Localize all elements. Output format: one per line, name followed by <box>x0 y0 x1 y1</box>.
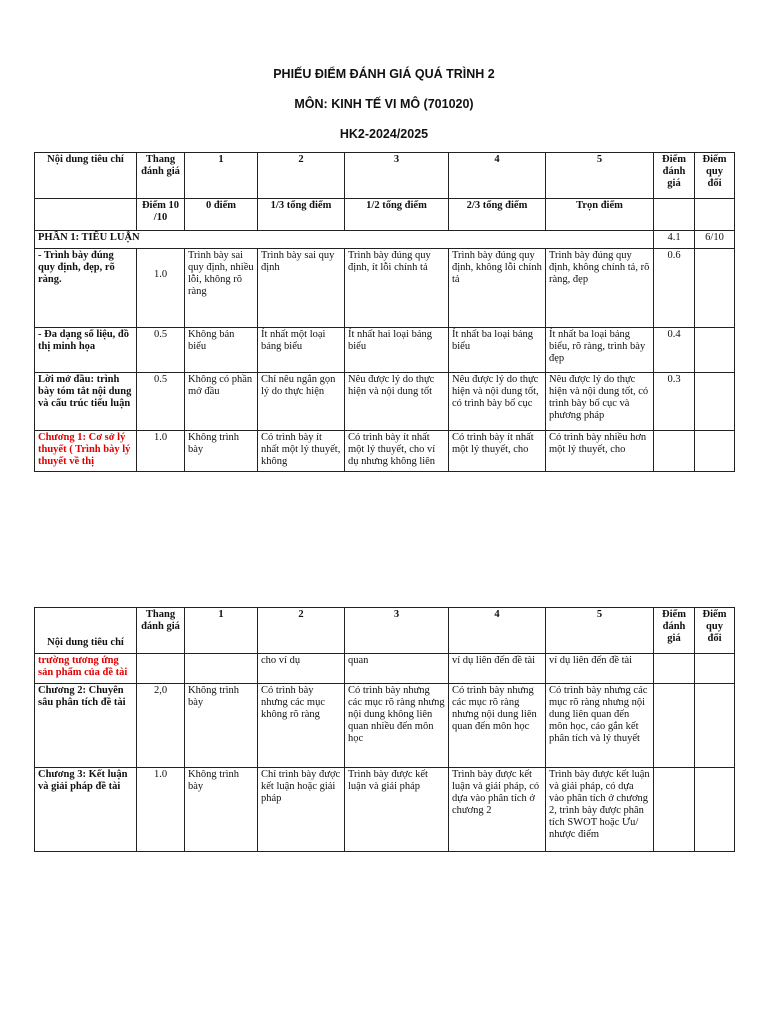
table-row <box>35 431 735 472</box>
subheader-level-1: 0 điểm <box>185 199 258 231</box>
part-converted: 6/10 <box>695 231 735 249</box>
scale-value: 1.0 <box>137 431 185 472</box>
scale-value: 2,0 <box>137 684 185 768</box>
level-4-desc: Trình bày được kết luận và giải pháp, có dựa vào phân tích ở chương 2 <box>449 768 546 852</box>
table-row <box>35 328 735 373</box>
subheader-scale: Điểm 10 /10 <box>137 199 185 231</box>
rubric-table-1 <box>34 152 735 472</box>
level-5-desc: ví dụ liên đến đề tài <box>546 654 654 684</box>
criterion: Chương 1: Cơ sở lý thuyết ( Trình bày lý thuyết về thị <box>35 431 137 472</box>
header-converted: Điểm quy đổi <box>695 153 735 199</box>
level-2-desc: Ít nhất một loại bảng biểu <box>258 328 345 373</box>
converted-value <box>695 684 735 768</box>
converted-value <box>695 431 735 472</box>
header-score: Điểm đánh giá <box>654 153 695 199</box>
level-4-desc: Nêu được lý do thực hiện và nội dung tốt, có trình bày bố cục <box>449 373 546 431</box>
score-value <box>654 684 695 768</box>
level-2-desc: Chỉ nêu ngắn gọn lý do thực hiện <box>258 373 345 431</box>
course-name: MÔN: KINH TẾ VI MÔ (701020) <box>294 97 474 111</box>
converted-value <box>695 654 735 684</box>
subheader-level-5: Trọn điểm <box>546 199 654 231</box>
level-2-desc: Chỉ trình bày được kết luận hoặc giải pháp <box>258 768 345 852</box>
level-4-desc: Có trình bày ít nhất một lý thuyết, cho <box>449 431 546 472</box>
header-converted: Điểm quy đổi <box>695 608 735 654</box>
level-1-desc: Không trình bày <box>185 431 258 472</box>
score-value <box>654 654 695 684</box>
level-3-desc: Trình bày đúng quy định, ít lỗi chính tả <box>345 249 449 328</box>
header-level-5: 5 <box>546 608 654 654</box>
header-level-1: 1 <box>185 153 258 199</box>
header-scale: Thang đánh giá <box>137 153 185 199</box>
converted-value <box>695 249 735 328</box>
semester: HK2-2024/2025 <box>339 127 429 141</box>
part-score: 4.1 <box>654 231 695 249</box>
level-4-desc: Trình bày đúng quy định, không lỗi chính tả <box>449 249 546 328</box>
scale-value: 1.0 <box>137 249 185 328</box>
table-row <box>35 373 735 431</box>
level-3-desc: Ít nhất hai loại bảng biểu <box>345 328 449 373</box>
criterion: Lời mở đầu: trình bày tóm tắt nội dung và cấu trúc tiểu luận <box>35 373 137 431</box>
criterion: trường tương ứng sản phẩm của đề tài <box>35 654 137 684</box>
table-row <box>35 654 735 684</box>
table-row <box>35 768 735 852</box>
score-value: 0.3 <box>654 373 695 431</box>
rubric-table-2 <box>34 607 735 852</box>
level-3-desc: Có trình bày ít nhất một lý thuyết, cho ví dụ nhưng không liên <box>345 431 449 472</box>
part-row <box>35 231 735 249</box>
part-label: PHẦN 1: TIỂU LUẬN <box>35 231 654 249</box>
level-1-desc: Không bản biểu <box>185 328 258 373</box>
level-4-desc: Ít nhất ba loại bảng biểu <box>449 328 546 373</box>
header-level-4: 4 <box>449 153 546 199</box>
score-value: 0.4 <box>654 328 695 373</box>
level-2-desc: Có trình bày nhưng các mục không rõ ràng <box>258 684 345 768</box>
criterion: Chương 2: Chuyên sâu phân tích đề tài <box>35 684 137 768</box>
level-4-desc: ví dụ liên đến đề tài <box>449 654 546 684</box>
criterion: Chương 3: Kết luận và giải pháp đề tài <box>35 768 137 852</box>
header-row <box>35 153 735 199</box>
header-level-1: 1 <box>185 608 258 654</box>
level-5-desc: Trình bày đúng quy định, không chính tả, rõ ràng, đẹp <box>546 249 654 328</box>
level-3-desc: Nêu được lý do thực hiện và nội dung tốt <box>345 373 449 431</box>
document-title: PHIẾU ĐIỂM ĐÁNH GIÁ QUÁ TRÌNH 2 <box>273 67 495 81</box>
scale-value: 1.0 <box>137 768 185 852</box>
subheader-level-3: 1/2 tổng điểm <box>345 199 449 231</box>
converted-value <box>695 328 735 373</box>
level-1-desc: Không trình bày <box>185 768 258 852</box>
level-5-desc: Có trình bày nhiều hơn một lý thuyết, cho <box>546 431 654 472</box>
score-value <box>654 431 695 472</box>
level-5-desc: Nêu được lý do thực hiện và nội dung tốt, có trình bày bố cục và phương pháp <box>546 373 654 431</box>
level-3-desc: Có trình bày nhưng các mục rõ ràng nhưng nội dung không liên quan nhiều đến môn học <box>345 684 449 768</box>
level-5-desc: Ít nhất ba loại bảng biểu, rõ ràng, trình bày đẹp <box>546 328 654 373</box>
table-row <box>35 684 735 768</box>
table-row <box>35 249 735 328</box>
header-level-3: 3 <box>345 153 449 199</box>
header-criteria: Nội dung tiêu chí <box>35 153 137 199</box>
score-value <box>654 768 695 852</box>
criterion: - Trình bày đúng quy định, đẹp, rõ ràng. <box>35 249 137 328</box>
converted-value <box>695 373 735 431</box>
level-3-desc: quan <box>345 654 449 684</box>
level-1-desc: Trình bày sai quy định, nhiều lỗi, không rõ ràng <box>185 249 258 328</box>
scale-value: 0.5 <box>137 328 185 373</box>
level-5-desc: Có trình bày nhưng các mục rõ ràng nhưng nội dung liên quan đến môn học, cáo gắn kết phân tích và lý thuyết <box>546 684 654 768</box>
header-level-4: 4 <box>449 608 546 654</box>
level-2-desc: cho ví dụ <box>258 654 345 684</box>
header-score: Điểm đánh giá <box>654 608 695 654</box>
header-scale: Thang đánh giá <box>137 608 185 654</box>
header-level-2: 2 <box>258 608 345 654</box>
header-level-5: 5 <box>546 153 654 199</box>
level-3-desc: Trình bày được kết luận và giải pháp <box>345 768 449 852</box>
level-1-desc: Không có phần mở đầu <box>185 373 258 431</box>
scale-value: 0.5 <box>137 373 185 431</box>
level-4-desc: Có trình bày nhưng các mục rõ ràng nhưng nội dung liên quan đến môn học <box>449 684 546 768</box>
header-row <box>35 608 735 654</box>
subheader-level-4: 2/3 tổng điểm <box>449 199 546 231</box>
header-level-3: 3 <box>345 608 449 654</box>
header-criteria: Nội dung tiêu chí <box>35 608 137 654</box>
score-value: 0.6 <box>654 249 695 328</box>
criterion: - Đa dạng số liệu, đồ thị minh họa <box>35 328 137 373</box>
subheader-row <box>35 199 735 231</box>
title-block <box>0 66 768 156</box>
level-2-desc: Có trình bày ít nhất một lý thuyết, không <box>258 431 345 472</box>
header-level-2: 2 <box>258 153 345 199</box>
level-1-desc: Không trình bày <box>185 684 258 768</box>
converted-value <box>695 768 735 852</box>
level-1-desc <box>185 654 258 684</box>
subheader-level-2: 1/3 tổng điểm <box>258 199 345 231</box>
level-5-desc: Trình bày được kết luận và giải pháp, có dựa vào phân tích ở chương 2, trình bày được phân tích SWOT hoặc Ưu/ nhược điểm <box>546 768 654 852</box>
scale-value <box>137 654 185 684</box>
level-2-desc: Trình bày sai quy định <box>258 249 345 328</box>
